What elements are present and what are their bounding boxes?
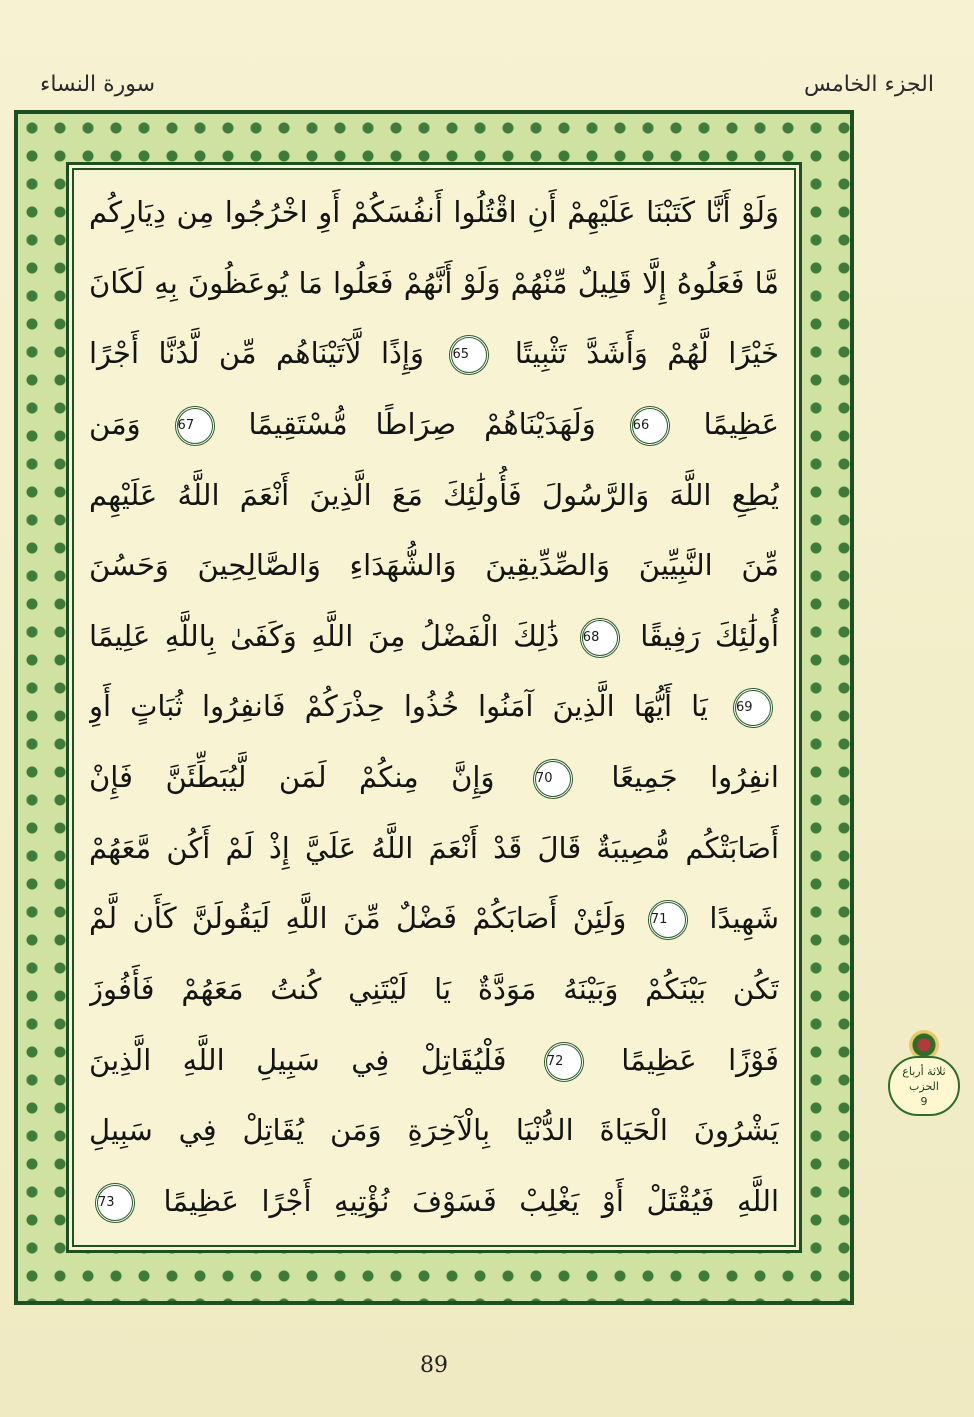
verse-line (89, 183, 779, 241)
verse-text: وَلَئِنْ أَصَابَكُمْ فَضْلٌ مِّنَ اللَّهِ لَيَقُولَنَّ كَأَن لَّمْ (89, 901, 627, 936)
verse-text: وَإِنَّ مِنكُمْ لَمَن لَّيُبَطِّئَنَّ فَإِنْ (89, 760, 495, 795)
ayah-number-marker: 67 (175, 406, 215, 446)
hizb-line1: ثلاثة أرباع (902, 1065, 946, 1078)
ayah-number-marker: 71 (648, 900, 688, 940)
verse-line (89, 748, 779, 806)
verse-text: وَلَهَدَيْنَاهُمْ صِرَاطًا مُّسْتَقِيمًا (248, 406, 596, 441)
hizb-marker (884, 1030, 964, 1130)
verse-line (89, 536, 779, 594)
verse-text: يُطِعِ اللَّهَ وَالرَّسُولَ فَأُولَٰئِكَ مَعَ الَّذِينَ أَنْعَمَ اللَّهُ عَلَيْهِم (89, 477, 779, 512)
hizb-medal (888, 1056, 960, 1116)
verse-line (89, 960, 779, 1018)
verse-line (89, 1031, 779, 1089)
verse-text: اللَّهِ فَيُقْتَلْ أَوْ يَغْلِبْ فَسَوْفَ نُؤْتِيهِ أَجْرًا عَظِيمًا (163, 1183, 779, 1218)
verse-text: أُولَٰئِكَ رَفِيقًا (640, 618, 779, 653)
verse-text: يَا أَيُّهَا الَّذِينَ آمَنُوا خُذُوا حِذْرَكُمْ فَانفِرُوا ثُبَاتٍ أَوِ (89, 689, 708, 724)
ayah-number-marker: 72 (544, 1042, 584, 1082)
verse-text: وَإِذًا لَّآتَيْنَاهُم مِّن لَّدُنَّا أَجْرًا (89, 336, 424, 371)
verse-line (89, 677, 779, 735)
verse-text: خَيْرًا لَّهُمْ وَأَشَدَّ تَثْبِيتًا (514, 336, 779, 371)
ornamental-frame (14, 110, 854, 1305)
juz-title: الجزء الخامس (803, 72, 934, 97)
ayah-number-marker: 65 (449, 335, 489, 375)
verse-text: وَمَن (89, 406, 141, 441)
hizb-line2: الحزب (909, 1080, 939, 1093)
verse-line (89, 1101, 779, 1159)
hizb-number: 9 (920, 1095, 928, 1108)
verse-text: فَوْزًا عَظِيمًا (621, 1042, 779, 1077)
ayah-number-marker: 66 (630, 406, 670, 446)
verse-line (89, 889, 779, 947)
verse-text: مَّا فَعَلُوهُ إِلَّا قَلِيلٌ مِّنْهُمْ وَلَوْ أَنَّهُمْ فَعَلُوا مَا يُوعَظُونَ بِهِ لَكَانَ (89, 265, 779, 300)
ayah-number-marker: 69 (733, 688, 773, 728)
verse-text: مِّنَ النَّبِيِّينَ وَالصِّدِّيقِينَ وَالشُّهَدَاءِ وَالصَّالِحِينَ وَحَسُنَ (89, 548, 779, 583)
ayah-number-marker: 68 (580, 618, 620, 658)
verse-text: شَهِيدًا (709, 901, 779, 936)
verse-text: فَلْيُقَاتِلْ فِي سَبِيلِ اللَّهِ الَّذِينَ (89, 1042, 507, 1077)
verse-text: أَصَابَتْكُم مُّصِيبَةٌ قَالَ قَدْ أَنْعَمَ اللَّهُ عَلَيَّ إِذْ لَمْ أَكُن مَّعَهُمْ (89, 830, 779, 865)
ayah-number-marker: 73 (95, 1183, 135, 1223)
verse-line (89, 395, 779, 453)
verse-line (89, 254, 779, 312)
text-panel (66, 162, 802, 1253)
surah-title: سورة النساء (40, 72, 156, 97)
verse-text: وَلَوْ أَنَّا كَتَبْنَا عَلَيْهِمْ أَنِ اقْتُلُوا أَنفُسَكُمْ أَوِ اخْرُجُوا مِن دِيَارِكُم (89, 195, 779, 229)
page-number: 89 (420, 1353, 448, 1378)
verse-line (89, 466, 779, 524)
verse-text: عَظِيمًا (703, 406, 779, 441)
verse-text: ذَٰلِكَ الْفَضْلُ مِنَ اللَّهِ وَكَفَىٰ بِاللَّهِ عَلِيمًا (89, 618, 560, 653)
verse-text: تَكُن بَيْنَكُمْ وَبَيْنَهُ مَوَدَّةٌ يَا لَيْتَنِي كُنتُ مَعَهُمْ فَأَفُوزَ (89, 972, 779, 1007)
verse-text: يَشْرُونَ الْحَيَاةَ الدُّنْيَا بِالْآخِرَةِ وَمَن يُقَاتِلْ فِي سَبِيلِ (89, 1113, 779, 1148)
ayah-number-marker: 70 (533, 759, 573, 799)
verse-line (89, 324, 779, 382)
verse-line (89, 1172, 779, 1230)
verse-lines (89, 183, 779, 1230)
verse-text: انفِرُوا جَمِيعًا (611, 760, 779, 795)
verse-line (89, 819, 779, 877)
verse-line (89, 607, 779, 665)
